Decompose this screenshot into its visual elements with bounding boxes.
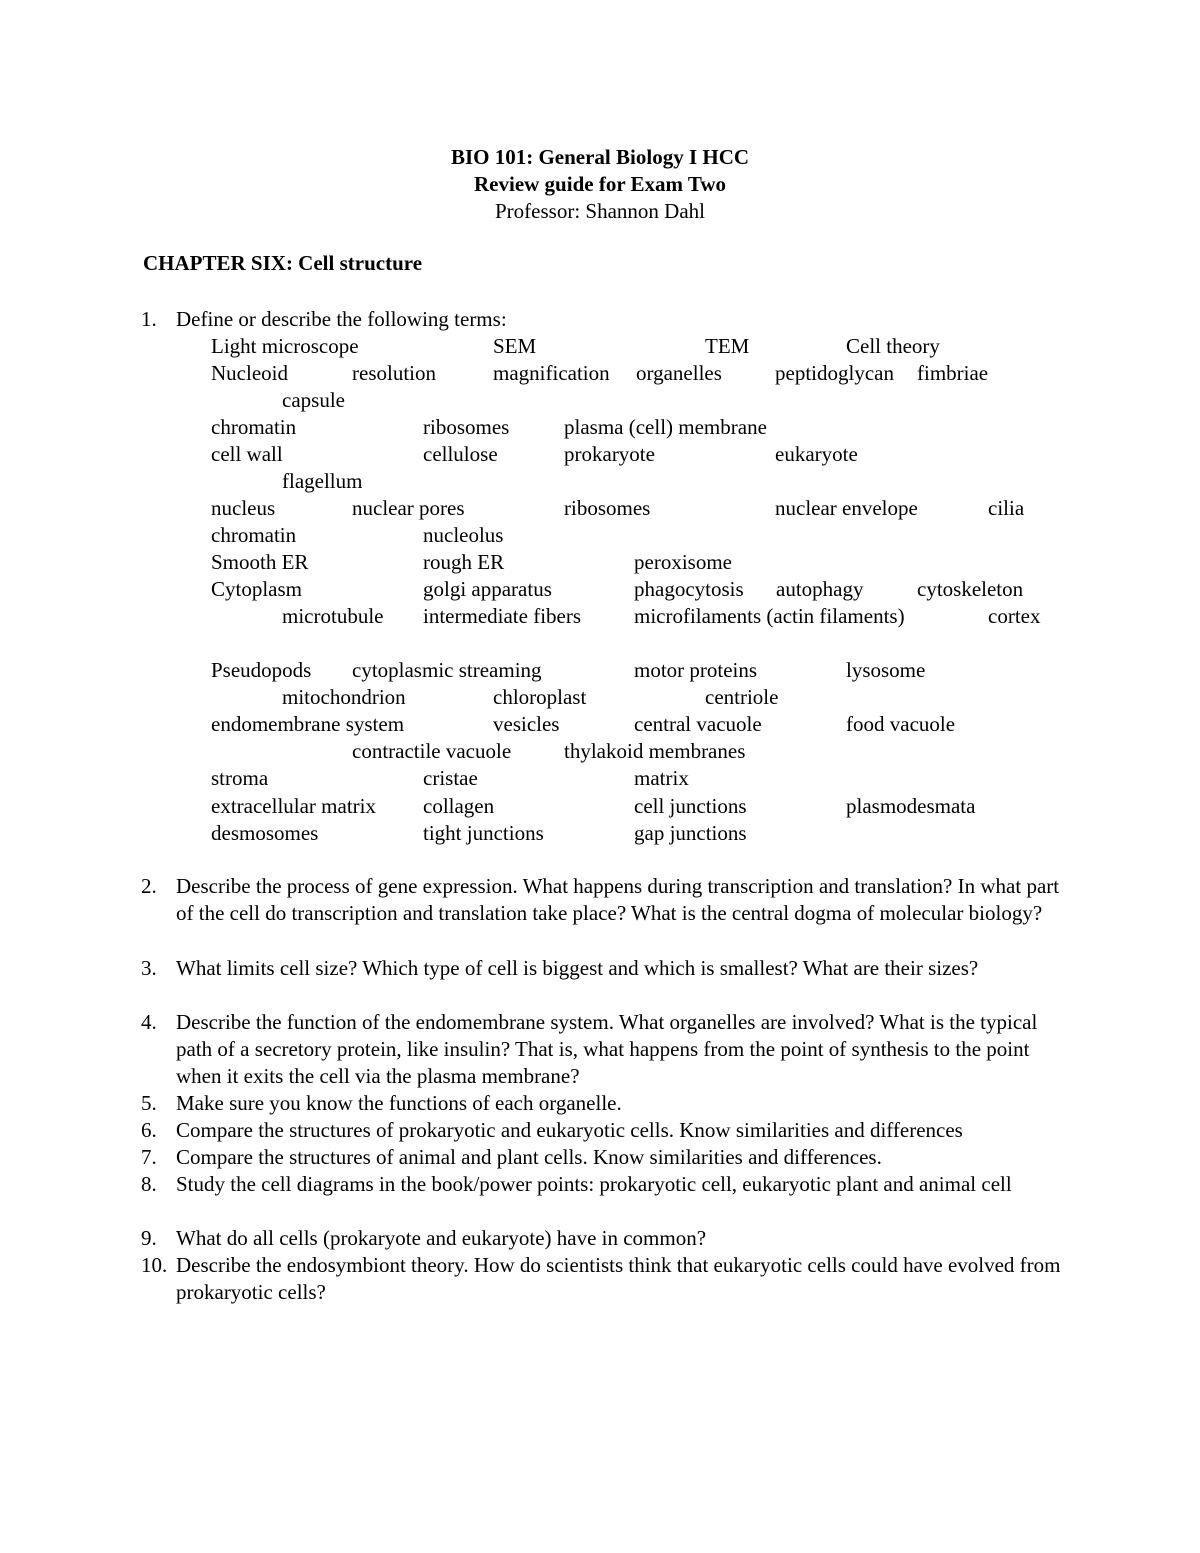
term: peptidoglycan [775, 361, 894, 385]
term: golgi apparatus [423, 577, 552, 601]
term: nucleus [211, 496, 276, 520]
question-number: 4. [141, 1010, 157, 1034]
term: motor proteins [634, 658, 758, 682]
question-text: What limits cell size? Which type of cell is biggest and which is smallest? What are their sizes? [176, 956, 979, 980]
question-number: 6. [141, 1118, 157, 1142]
question-text: Describe the process of gene expression. What happens during transcription and translation? In what part of the cell do transcription and translation take place? What is the central dogma of molecular biology? [176, 874, 1060, 925]
term: thylakoid membranes [564, 739, 746, 763]
term: Smooth ER [211, 550, 309, 574]
term: mitochondrion [282, 685, 406, 709]
term: cellulose [423, 442, 498, 466]
term: cilia [988, 496, 1025, 520]
term: cortex [988, 604, 1041, 628]
term: cristae [423, 766, 478, 790]
question-number: 7. [141, 1145, 157, 1169]
term: tight junctions [423, 821, 544, 845]
professor-line: Professor: Shannon Dahl [495, 199, 705, 223]
term: rough ER [423, 550, 505, 574]
term: desmosomes [211, 821, 319, 845]
term: peroxisome [634, 550, 732, 574]
term: endomembrane system [211, 712, 405, 736]
document-subtitle: Review guide for Exam Two [474, 172, 726, 196]
term: Light microscope [211, 334, 359, 358]
term: chromatin [211, 523, 297, 547]
term: Pseudopods [211, 658, 312, 682]
question-number: 8. [141, 1172, 157, 1196]
term: nucleolus [423, 523, 504, 547]
term: extracellular matrix [211, 794, 376, 818]
term: cytoskeleton [917, 577, 1024, 601]
term: prokaryote [564, 442, 655, 466]
question-number: 3. [141, 956, 157, 980]
chapter-heading: CHAPTER SIX: Cell structure [143, 251, 423, 275]
term: centriole [705, 685, 779, 709]
term: organelles [636, 361, 722, 385]
term: lysosome [846, 658, 926, 682]
term: TEM [705, 334, 750, 358]
term: gap junctions [634, 821, 747, 845]
term: contractile vacuole [352, 739, 512, 763]
term: food vacuole [846, 712, 956, 736]
question-text: Compare the structures of prokaryotic and eukaryotic cells. Know similarities and differences [176, 1118, 963, 1142]
question-number: 5. [141, 1091, 157, 1115]
term: SEM [493, 334, 537, 358]
term: nuclear pores [352, 496, 465, 520]
term: Nucleoid [211, 361, 288, 385]
term: ribosomes [564, 496, 651, 520]
term: vesicles [493, 712, 560, 736]
document-title: BIO 101: General Biology I HCC [450, 145, 750, 169]
question-text: Make sure you know the functions of each organelle. [176, 1091, 622, 1115]
term: magnification [493, 361, 610, 385]
question-text: Define or describe the following terms: [176, 307, 507, 331]
question-text: Describe the endosymbiont theory. How do scientists think that eukaryotic cells could have evolved from prokaryotic cells? [176, 1253, 1061, 1304]
question-number: 1. [141, 307, 157, 331]
term: cytoplasmic streaming [352, 658, 542, 682]
term: plasmodesmata [846, 794, 976, 818]
term: autophagy [776, 577, 864, 601]
term: microtubule [282, 604, 384, 628]
term: cell junctions [634, 794, 747, 818]
question-number: 9. [141, 1226, 157, 1250]
term: phagocytosis [634, 577, 744, 601]
term: nuclear envelope [775, 496, 918, 520]
term: intermediate fibers [423, 604, 582, 628]
term: Cell theory [846, 334, 940, 358]
term: collagen [423, 794, 495, 818]
term: cell wall [211, 442, 283, 466]
question-text: What do all cells (prokaryote and eukaryote) have in common? [176, 1226, 707, 1250]
term: chloroplast [493, 685, 587, 709]
question-text: Describe the function of the endomembrane system. What organelles are involved? What is the typical path of a secretory protein, like insulin? That is, what happens from the point of synthesis to the point when it exits the cell via the plasma membrane? [176, 1010, 1038, 1088]
term: central vacuole [634, 712, 762, 736]
term: flagellum [282, 469, 363, 493]
term: chromatin [211, 415, 297, 439]
question-text: Study the cell diagrams in the book/power points: prokaryotic cell, eukaryotic plant and animal cell [176, 1172, 1012, 1196]
term: matrix [634, 766, 689, 790]
term: resolution [352, 361, 436, 385]
term: capsule [282, 388, 345, 412]
term: plasma (cell) membrane [564, 415, 767, 439]
question-number: 10. [141, 1253, 168, 1277]
term: ribosomes [423, 415, 510, 439]
term: Cytoplasm [211, 577, 303, 601]
question-text: Compare the structures of animal and plant cells. Know similarities and differences. [176, 1145, 882, 1169]
term: microfilaments (actin filaments) [634, 604, 905, 628]
term: stroma [211, 766, 269, 790]
term: fimbriae [917, 361, 989, 385]
question-number: 2. [141, 874, 157, 898]
term: eukaryote [775, 442, 858, 466]
